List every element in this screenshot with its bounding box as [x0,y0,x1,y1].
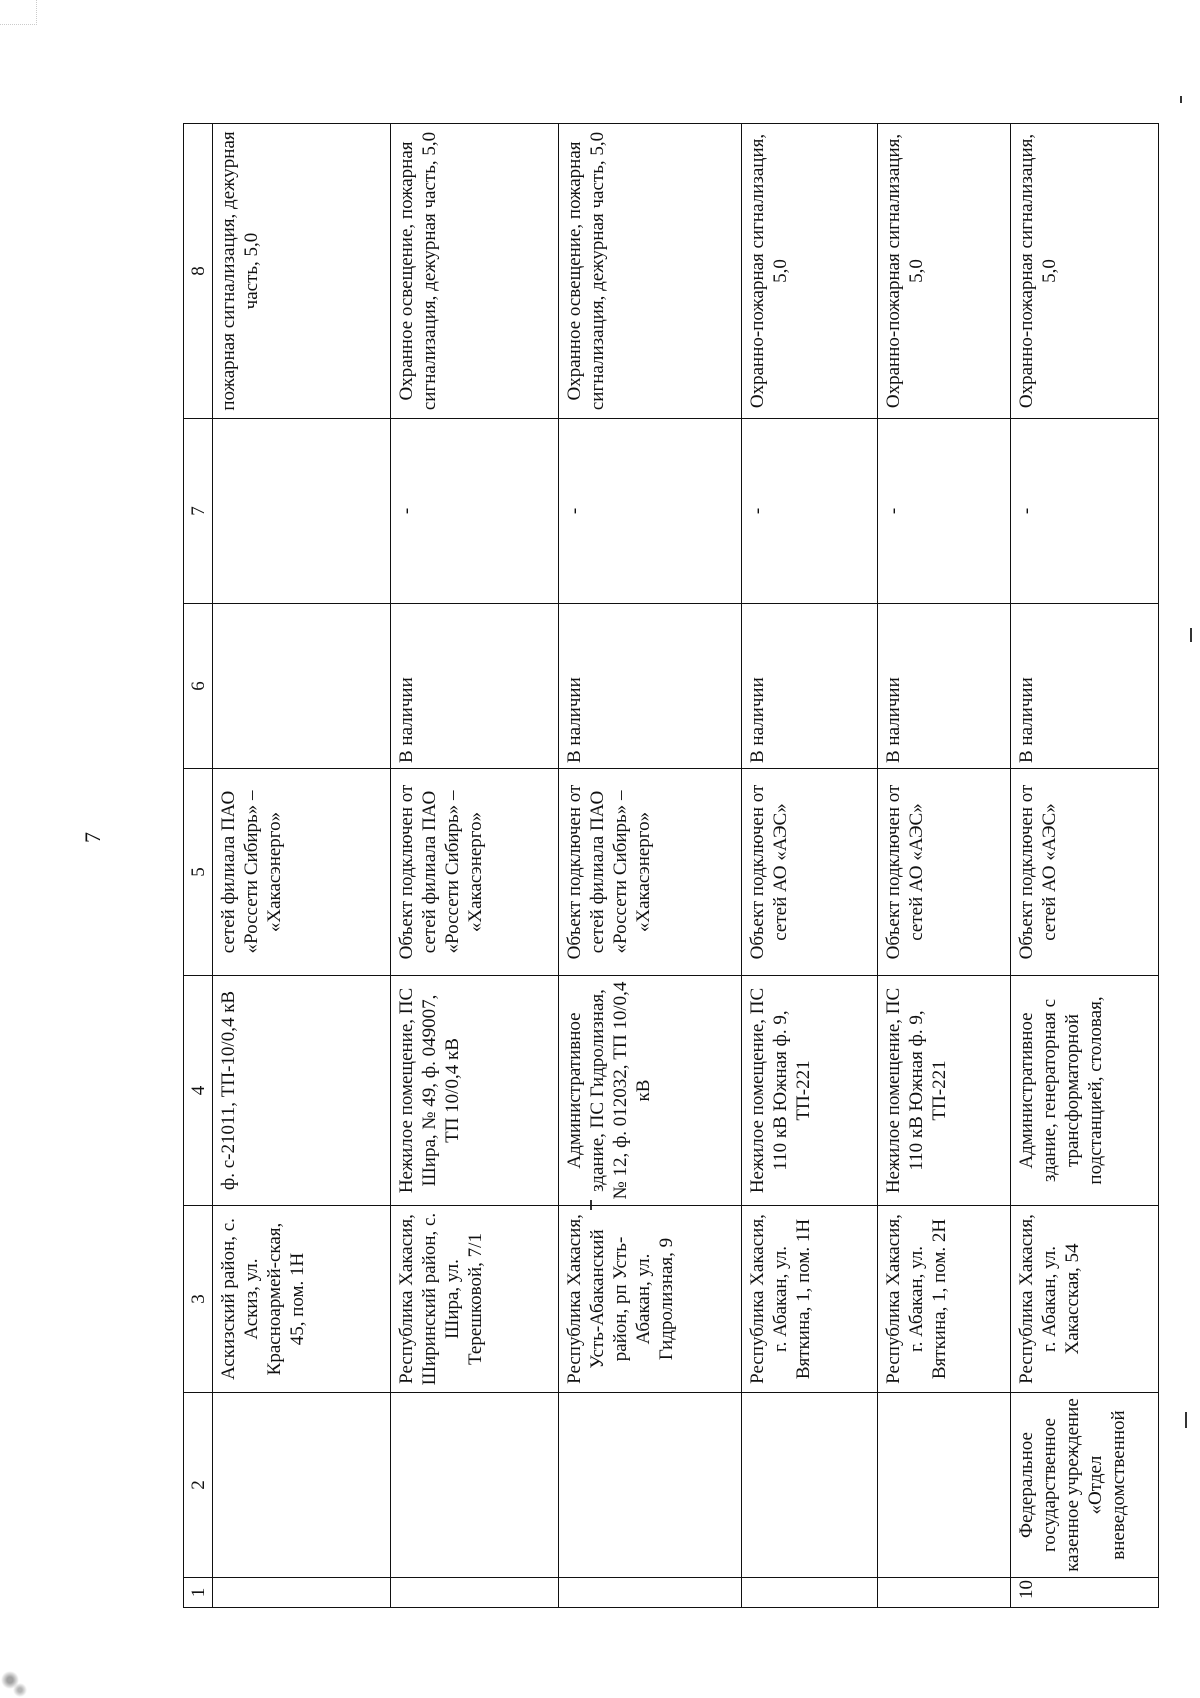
availability-cell: В наличии [1011,604,1159,769]
table-row [391,124,559,1608]
address-cell: Аскизский район, с. Аскиз, ул. Красноармей-ская, 45, пом. 1Н [213,1206,391,1393]
row-number-cell [213,1578,391,1608]
connection-cell: сетей филиала ПАО «Россети Сибирь» – «Хакасэнерго» [213,769,391,976]
address-cell: Республика Хакасия, г. Абакан, ул. Вяткина, 1, пом. 2Н [878,1206,1011,1393]
power-source-cell: Нежилое помещение, ПС Шира, № 49, ф. 049007, ТП 10/0,4 кВ [391,976,559,1206]
availability-cell: В наличии [742,604,878,769]
address-cell: Республика Хакасия, г. Абакан, ул. Вяткина, 1, пом. 1Н [742,1206,878,1393]
organization-cell [878,1393,1011,1578]
address-cell: Республика Хакасия, г. Абакан, ул. Хакасская, 54 [1011,1206,1159,1393]
availability-cell: В наличии [878,604,1011,769]
security-cell: Охранное освещение, пожарная сигнализация, дежурная часть, 5,0 [559,124,742,419]
connection-cell: Объект подключен от сетей АО «АЭС» [742,769,878,976]
organization-cell [742,1393,878,1578]
row-number-cell [391,1578,559,1608]
connection-cell: Объект подключен от сетей филиала ПАО «Россети Сибирь» – «Хакасэнерго» [559,769,742,976]
column-7-cell: - [1011,419,1159,604]
column-number: 4 [184,976,213,1206]
organization-cell [559,1393,742,1578]
scan-corner-artifact [0,0,37,25]
connection-cell: Объект подключен от сетей филиала ПАО «Россети Сибирь» – «Хакасэнерго» [391,769,559,976]
availability-cell: В наличии [559,604,742,769]
column-number: 3 [184,1206,213,1393]
security-cell: Охранно-пожарная сигнализация, 5,0 [742,124,878,419]
column-number: 7 [184,419,213,604]
connection-cell: Объект подключен от сетей АО «АЭС» [878,769,1011,976]
row-number-cell [559,1578,742,1608]
organization-cell: Федеральное государственное казенное учреждение «Отдел вневедомственной [1011,1393,1159,1578]
column-number-row [184,124,213,1608]
power-source-cell: Административное здание, ПС Гидролизная, № 12, ф. 012032, ТП 10/0,4 кВ [559,976,742,1206]
column-7-cell: - [559,419,742,604]
organization-cell [391,1393,559,1578]
table-row [559,124,742,1608]
address-cell: Республика Хакасия, Усть-Абаканский район, рп Усть-Абакан, ул. Гидролизная, 9 [559,1206,742,1393]
security-cell: пожарная сигнализация, дежурная часть, 5,0 [213,124,391,419]
page-number: 7 [80,832,105,843]
column-7-cell [213,419,391,604]
column-number: 5 [184,769,213,976]
scan-smudge-artifact [0,1655,30,1698]
table-row [878,124,1011,1608]
table-row [742,124,878,1608]
power-source-cell: Нежилое помещение, ПС 110 кВ Южная ф. 9, ТП-221 [878,976,1011,1206]
row-number-cell [878,1578,1011,1608]
column-number: 8 [184,124,213,419]
availability-cell [213,604,391,769]
rotated-table-container [183,124,1129,1608]
column-number: 6 [184,604,213,769]
power-source-cell: Нежилое помещение, ПС 110 кВ Южная ф. 9, ТП-221 [742,976,878,1206]
row-number-cell [742,1578,878,1608]
column-number: 1 [184,1578,213,1608]
security-cell: Охранное освещение, пожарная сигнализация, дежурная часть, 5,0 [391,124,559,419]
data-table [183,123,1159,1608]
connection-cell: Объект подключен от сетей АО «АЭС» [1011,769,1159,976]
scan-mark [1190,628,1192,642]
security-cell: Охранно-пожарная сигнализация, 5,0 [1011,124,1159,419]
availability-cell: В наличии [391,604,559,769]
power-source-cell: ф. с-21011, ТП-10/0,4 кВ [213,976,391,1206]
column-7-cell: - [742,419,878,604]
power-source-cell: Административное здание, генераторная с трансформаторной подстанцией, столовая, [1011,976,1159,1206]
organization-cell [213,1393,391,1578]
row-number-cell: 10 [1011,1578,1159,1608]
column-7-cell: - [878,419,1011,604]
security-cell: Охранно-пожарная сигнализация, 5,0 [878,124,1011,419]
table-row [1011,124,1159,1608]
table-row [213,124,391,1608]
scan-mark [1185,1412,1187,1428]
scan-mark [1180,96,1182,103]
column-7-cell: - [391,419,559,604]
column-number: 2 [184,1393,213,1578]
address-cell: Республика Хакасия, Ширинский район, с. Шира, ул. Терешковой, 7/1 [391,1206,559,1393]
